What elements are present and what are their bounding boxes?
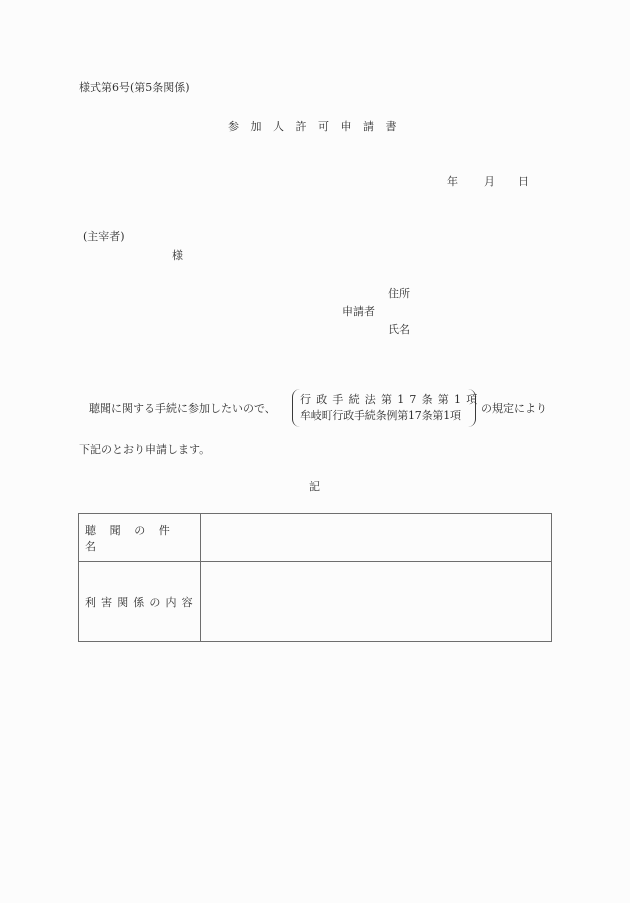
interest-content-field[interactable] (201, 562, 552, 642)
hearing-subject-field[interactable] (201, 514, 552, 562)
honorific-label: 様 (172, 249, 183, 262)
body-text-suffix: の規定により (481, 402, 547, 415)
name-label: 氏名 (388, 323, 410, 336)
interest-content-label-cell (79, 562, 201, 642)
document-title: 参加人許可申請書 (228, 120, 408, 133)
table-row (79, 562, 552, 642)
month-label: 月 (484, 175, 495, 188)
year-label: 年 (447, 175, 458, 188)
table-row (79, 514, 552, 562)
ki-heading: 記 (309, 480, 320, 493)
body-text-line2: 下記のとおり申請します。 (79, 443, 211, 456)
detail-table (78, 513, 552, 642)
hearing-subject-label: 聴聞の件名 (85, 523, 184, 553)
law-option-2: 牟岐町行政手続条例第17条第1項 (300, 409, 461, 422)
address-label: 住所 (388, 287, 410, 300)
organizer-label: (主宰者) (83, 230, 125, 243)
applicant-label: 申請者 (342, 305, 375, 318)
day-label: 日 (518, 175, 529, 188)
body-text-prefix: 聴聞に関する手続に参加したいので、 (89, 402, 276, 415)
date-field (447, 176, 529, 187)
hearing-subject-label-cell (79, 514, 201, 562)
form-number: 様式第6号(第5条関係) (79, 81, 190, 94)
interest-content-label: 利害関係の内容 (85, 595, 198, 609)
law-option-1: 行政手続法第17条第1項 (300, 393, 483, 406)
